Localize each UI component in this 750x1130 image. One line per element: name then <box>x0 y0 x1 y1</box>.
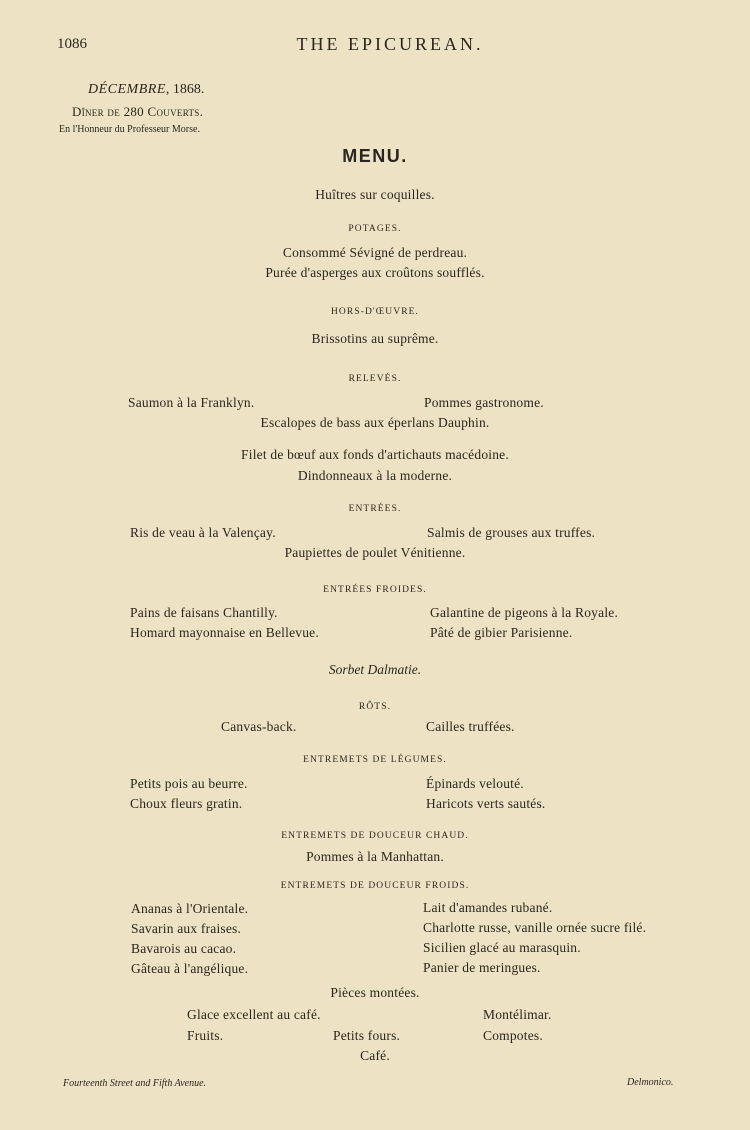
rots-left-item: Canvas-back. <box>221 719 297 734</box>
entremets-froids-right-item: Sicilien glacé au marasquin. <box>423 940 581 955</box>
entrees-froides-left-item: Homard mayonnaise en Bellevue. <box>130 625 319 640</box>
potages-item: Consommé Sévigné de perdreau. <box>282 245 468 260</box>
entrees-center-item: Paupiettes de poulet Vénitienne. <box>284 545 466 560</box>
entremets-froids-right-item: Lait d'amandes rubané. <box>423 900 553 915</box>
releves-right-item: Pommes gastronome. <box>424 395 544 410</box>
sorbet-item: Sorbet Dalmatie. <box>328 662 422 677</box>
pieces-montees-item: Petits fours. <box>333 1028 401 1043</box>
entremets-froids-right-item: Charlotte russe, vanille ornée sucre filé. <box>423 920 647 935</box>
entremets-legumes-left-item: Choux fleurs gratin. <box>130 796 243 811</box>
entremets-legumes-right-item: Épinards velouté. <box>426 776 524 791</box>
cafe-item: Café. <box>360 1048 390 1063</box>
releves-item: Filet de bœuf aux fonds d'artichauts macédoine. <box>241 447 509 462</box>
entrees-froides-right-item: Pâté de gibier Parisienne. <box>430 625 573 640</box>
entremets-chaud-heading: ENTREMETS DE DOUCEUR CHAUD. <box>281 831 469 841</box>
pieces-montees-item: Fruits. <box>187 1028 224 1043</box>
releves-left-item: Saumon à la Franklyn. <box>128 395 255 410</box>
entrees-left-item: Ris de veau à la Valençay. <box>130 525 276 540</box>
entrees-froides-heading: ENTRÉES FROIDES. <box>323 585 427 595</box>
rots-heading: RÔTS. <box>358 702 392 712</box>
rots-right-item: Cailles truffées. <box>426 719 515 734</box>
entrees-froides-right-item: Galantine de pigeons à la Royale. <box>430 605 619 620</box>
page-number: 1086 <box>57 36 87 52</box>
releves-item: Escalopes de bass aux éperlans Dauphin. <box>260 415 490 430</box>
releves-heading: RELEVÉS. <box>348 374 402 384</box>
pieces-montees-heading: Pièces montées. <box>330 985 420 1000</box>
footer-address: Fourteenth Street and Fifth Avenue. <box>63 1078 207 1089</box>
releves-item: Dindonneaux à la moderne. <box>297 468 453 483</box>
entremets-froids-left-item: Savarin aux fraises. <box>131 921 242 936</box>
huitres-item: Huîtres sur coquilles. <box>315 187 435 202</box>
entrees-froides-left-item: Pains de faisans Chantilly. <box>130 605 278 620</box>
hors-doeuvre-heading: HORS-D'ŒUVRE. <box>330 307 420 317</box>
dateline-year: , 1868. <box>165 82 205 97</box>
entremets-legumes-right-item: Haricots verts sautés. <box>426 796 546 811</box>
entremets-froids-right-item: Panier de meringues. <box>423 960 541 975</box>
footer-restaurant: Delmonico. <box>627 1077 674 1088</box>
pieces-montees-item: Montélimar. <box>483 1007 552 1022</box>
running-head: THE EPICUREAN. <box>296 34 484 54</box>
dateline-month: DÉCEMBRE <box>88 82 166 97</box>
entremets-chaud-item: Pommes à la Manhattan. <box>306 849 444 864</box>
entremets-froids-left-item: Bavarois au cacao. <box>131 941 237 956</box>
dateline-dinner: Dîner de 280 Couverts. <box>72 104 204 119</box>
entremets-froids-heading: ENTREMETS DE DOUCEUR FROIDS. <box>280 881 470 891</box>
dateline-honour: En l'Honneur du Professeur Morse. <box>59 124 200 135</box>
hors-doeuvre-item: Brissotins au suprême. <box>311 331 439 346</box>
potages-heading: POTAGES. <box>348 224 402 234</box>
entrees-heading: ENTRÉES. <box>348 504 402 514</box>
dateline-month-year <box>88 82 204 98</box>
pieces-montees-item: Glace excellent au café. <box>187 1007 321 1022</box>
entrees-right-item: Salmis de grouses aux truffes. <box>427 525 596 540</box>
potages-item: Purée d'asperges aux croûtons soufflés. <box>265 265 485 280</box>
entremets-legumes-heading: ENTREMETS DE LÉGUMES. <box>303 755 447 765</box>
entremets-froids-left-item: Gâteau à l'angélique. <box>131 961 249 976</box>
entremets-legumes-left-item: Petits pois au beurre. <box>130 776 248 791</box>
entremets-froids-left-item: Ananas à l'Orientale. <box>131 901 249 916</box>
pieces-montees-item: Compotes. <box>483 1028 543 1043</box>
menu-title: MENU. <box>342 146 408 166</box>
